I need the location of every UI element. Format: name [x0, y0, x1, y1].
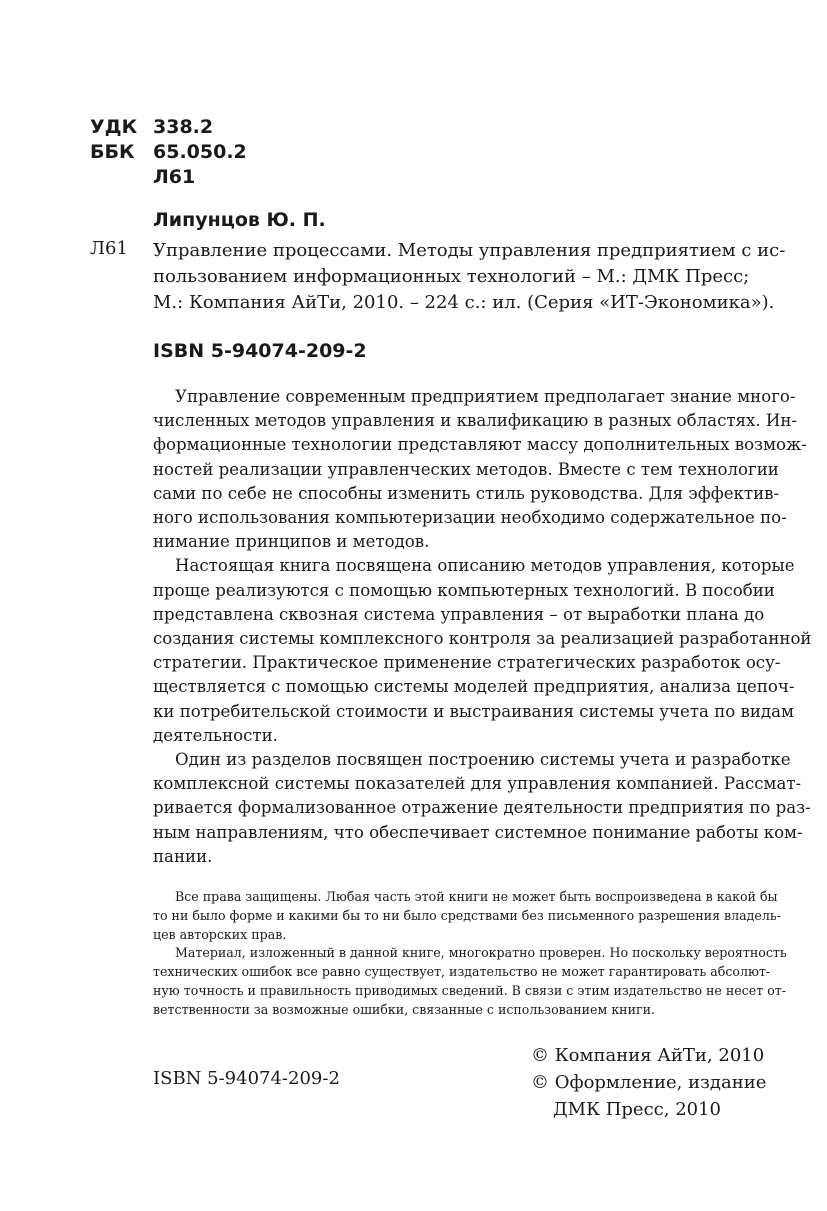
abstract-line: сами по себе не способны изменить стиль руководства. Для эффектив- — [153, 483, 780, 503]
isbn-heading: ISBN 5-94074-209-2 — [153, 340, 367, 362]
rights-notice — [153, 888, 787, 1020]
udk-value: 338.2 — [153, 116, 214, 138]
rights-line: ную точность и правильность приводимых сведений. В связи с этим издательство не несет от- — [153, 982, 787, 998]
abstract-line: ного использования компьютеризации необходимо содержательное по- — [153, 508, 787, 528]
abstract-line: ществляется с помощью системы моделей предприятия, анализа цепоч- — [153, 677, 795, 697]
abstract-line: Управление современным предприятием предполагает знание много- — [175, 387, 796, 406]
copyright-line: © Компания АйТи, 2010 — [531, 1045, 765, 1066]
abstract-line: комплексной системы показателей для управления компанией. Рассмат- — [153, 774, 802, 794]
bib-line: пользованием информационных технологий – М.: ДМК Пресс; — [153, 266, 750, 287]
abstract-line: численных методов управления и квалификацию в разных областях. Ин- — [153, 411, 798, 431]
rights-line: то ни было форме и какими бы то ни было средствами без письменного разрешения владель- — [153, 907, 781, 923]
catalog-code: Л61 — [90, 238, 128, 259]
bib-line: Управление процессами. Методы управления предприятием с ис- — [153, 240, 786, 261]
abstract-line: создания системы комплексного контроля за реализацией разработанной — [153, 629, 812, 649]
bbk-value: 65.050.2 — [153, 141, 247, 163]
abstract-line: формационные технологии представляют массу дополнительных возмож- — [153, 435, 807, 455]
abstract-line: проще реализуются с помощью компьютерных технологий. В пособии — [153, 580, 775, 600]
abstract-line: пании. — [153, 846, 213, 866]
isbn-footer: ISBN 5-94074-209-2 — [153, 1068, 340, 1089]
bbk-label: ББК — [90, 141, 135, 163]
abstract-line: представлена сквозная система управления – от выработки плана до — [153, 604, 765, 624]
abstract-line: нимание принципов и методов. — [153, 532, 430, 552]
rights-line: ветственности за возможные ошибки, связанные с использованием книги. — [153, 1001, 655, 1017]
abstract-line: деятельности. — [153, 725, 278, 745]
copyright-line: © Оформление, издание — [531, 1072, 767, 1093]
rights-line: Материал, изложенный в данной книге, многократно проверен. Но поскольку вероятность — [175, 945, 787, 961]
rights-line: Все права защищены. Любая часть этой книги не может быть воспроизведена в какой бы — [175, 889, 778, 904]
abstract-line: ки потребительской стоимости и выстраивания системы учета по видам — [153, 701, 794, 721]
bib-line: М.: Компания АйТи, 2010. – 224 с.: ил. (Серия «ИТ-Экономика»). — [153, 292, 775, 313]
udk-label: УДК — [90, 116, 138, 138]
rights-line: технических ошибок все равно существует, издательство не может гарантировать абсолют- — [153, 964, 771, 980]
abstract-line: ностей реализации управленческих методов. Вместе с тем технологии — [153, 459, 779, 479]
abstract-line: ным направлениям, что обеспечивает системное понимание работы ком- — [153, 822, 803, 842]
abstract-line: Настоящая книга посвящена описанию методов управления, которые — [175, 556, 795, 576]
copyright-block — [531, 1042, 766, 1123]
abstract-line: стратегии. Практическое применение стратегических разработок осу- — [153, 653, 781, 673]
author-name: Липунцов Ю. П. — [153, 209, 326, 231]
abstract-line: ривается формализованное отражение деятельности предприятия по раз- — [153, 798, 811, 818]
author-mark: Л61 — [153, 166, 196, 188]
bibliographic-description — [153, 238, 786, 316]
abstract — [153, 385, 812, 869]
rights-line: цев авторских прав. — [153, 926, 287, 942]
copyright-line: ДМК Пресс, 2010 — [553, 1099, 722, 1120]
abstract-line: Один из разделов посвящен построению системы учета и разработке — [175, 750, 791, 770]
